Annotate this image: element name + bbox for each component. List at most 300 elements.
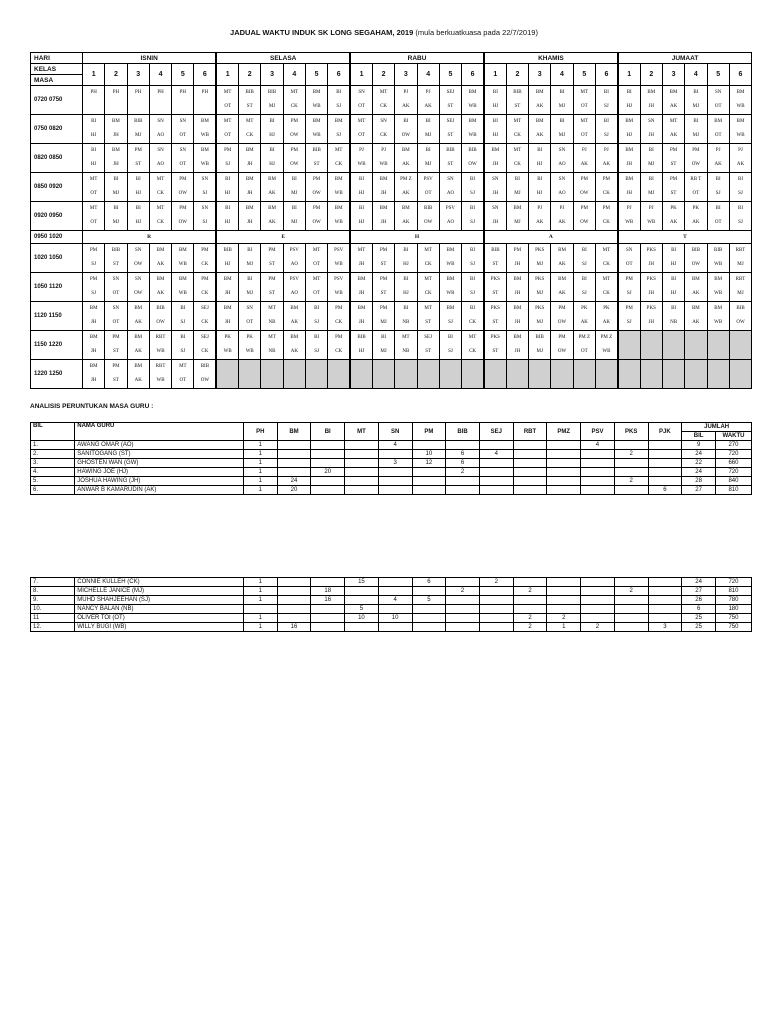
subject-code: PM bbox=[268, 277, 276, 282]
timetable-cell bbox=[328, 115, 350, 144]
timetable-cell bbox=[105, 173, 127, 202]
teacher-code: OT bbox=[580, 349, 588, 354]
teacher-code: OT bbox=[224, 133, 232, 138]
period-header: 3 bbox=[395, 64, 417, 86]
teacher-code: CK bbox=[201, 262, 209, 267]
teacher-code: OT bbox=[580, 104, 588, 109]
timetable-cell bbox=[618, 144, 640, 173]
teacher-code: HJ bbox=[626, 104, 632, 109]
timetable-cell bbox=[595, 115, 617, 144]
timetable-cell bbox=[506, 202, 528, 231]
timetable-cell bbox=[595, 244, 617, 273]
teacher-code: AK bbox=[692, 220, 700, 225]
timetable-cell bbox=[83, 173, 105, 202]
subject-code: PJ bbox=[425, 90, 431, 95]
subject-code: BIB bbox=[491, 248, 500, 253]
teacher-code: HJ bbox=[269, 133, 275, 138]
teacher-code: MJ bbox=[737, 291, 744, 296]
header-subject: SEJ bbox=[479, 423, 513, 441]
subject-count bbox=[311, 450, 345, 459]
teacher-code: CK bbox=[513, 162, 521, 167]
teacher-code: SJ bbox=[581, 262, 587, 267]
teacher-code: ST bbox=[425, 320, 432, 325]
subject-code: BI bbox=[403, 248, 409, 253]
subject-count bbox=[547, 459, 581, 468]
teacher-code: CK bbox=[602, 262, 610, 267]
teacher-code: SJ bbox=[448, 320, 453, 325]
timetable-cell bbox=[83, 331, 105, 360]
empty-slot bbox=[350, 360, 372, 389]
subject-code: SN bbox=[201, 177, 209, 182]
teacher-code: OT bbox=[358, 104, 365, 109]
table-row bbox=[31, 441, 752, 450]
subject-code: BI bbox=[492, 90, 498, 95]
teacher-code: JH bbox=[648, 291, 655, 296]
subject-count bbox=[345, 450, 379, 459]
timetable-cell bbox=[350, 144, 372, 173]
subject-count bbox=[277, 441, 311, 450]
subject-count bbox=[547, 468, 581, 477]
subject-count bbox=[378, 587, 412, 596]
subject-count bbox=[614, 459, 648, 468]
subject-count: 1 bbox=[243, 459, 277, 468]
timetable-cell bbox=[595, 273, 617, 302]
timetable-cell bbox=[305, 273, 327, 302]
hari-label: HARI bbox=[31, 53, 83, 64]
timetable-cell bbox=[283, 144, 305, 173]
timetable-cell bbox=[105, 202, 127, 231]
timetable-cell bbox=[439, 331, 461, 360]
teacher-code: OW bbox=[200, 378, 210, 383]
subject-code: BM bbox=[625, 119, 634, 124]
timetable-cell bbox=[261, 115, 283, 144]
subject-code: SEJ bbox=[200, 306, 209, 311]
subject-code: SN bbox=[558, 177, 566, 182]
subject-code: PM bbox=[513, 248, 522, 253]
subject-code: MT bbox=[223, 90, 232, 95]
empty-slot bbox=[239, 360, 261, 389]
subject-code: BM bbox=[446, 306, 455, 311]
total-bil: 27 bbox=[682, 486, 716, 495]
subject-code: BI bbox=[559, 119, 565, 124]
subject-code: BI bbox=[403, 306, 409, 311]
timetable-cell bbox=[194, 173, 216, 202]
timetable-cell bbox=[484, 244, 506, 273]
subject-count bbox=[547, 605, 581, 614]
subject-code: BI bbox=[91, 119, 97, 124]
subject-code: PM bbox=[558, 306, 566, 311]
teacher-name: ANWAR B KAMARUDIN (AK) bbox=[75, 486, 244, 495]
timetable-cell bbox=[216, 173, 238, 202]
teacher-code: ST bbox=[670, 191, 677, 196]
timetable-cell bbox=[261, 86, 283, 115]
timetable-cell bbox=[216, 202, 238, 231]
subject-code: SN bbox=[492, 177, 499, 182]
total-bil: 24 bbox=[682, 468, 716, 477]
subject-count bbox=[345, 486, 379, 495]
teacher-code: AK bbox=[402, 220, 410, 225]
teacher-code: ST bbox=[246, 104, 253, 109]
subject-code: PJ bbox=[359, 148, 364, 153]
subject-code: BI bbox=[470, 248, 476, 253]
teacher-code: AK bbox=[134, 320, 142, 325]
subject-code: BM bbox=[290, 306, 299, 311]
subject-count: 4 bbox=[378, 596, 412, 605]
subject-code: PKS bbox=[535, 248, 545, 253]
subject-code: SN bbox=[246, 306, 253, 311]
teacher-code: OT bbox=[112, 320, 120, 325]
empty-slot bbox=[618, 360, 640, 389]
teacher-bil: 10. bbox=[31, 605, 75, 614]
teacher-bil: 6. bbox=[31, 486, 75, 495]
teacher-code: WB bbox=[312, 133, 321, 138]
subject-code: BM bbox=[312, 119, 321, 124]
subject-code: BI bbox=[537, 177, 543, 182]
period-header: 5 bbox=[172, 64, 194, 86]
subject-code: BI bbox=[470, 306, 476, 311]
period-header: 5 bbox=[305, 64, 327, 86]
table-row bbox=[31, 450, 752, 459]
subject-code: BM bbox=[223, 277, 232, 282]
timetable-cell bbox=[685, 115, 707, 144]
subject-count: 4 bbox=[479, 450, 513, 459]
teacher-code: OW bbox=[178, 220, 187, 225]
day-header-selasa: SELASA bbox=[216, 53, 350, 64]
empty-slot bbox=[305, 360, 327, 389]
page-title bbox=[0, 28, 768, 37]
subject-code: BI bbox=[269, 148, 275, 153]
subject-code: BIB bbox=[691, 248, 701, 253]
day-header-jumaat: JUMAAT bbox=[618, 53, 752, 64]
timetable-cell bbox=[729, 115, 751, 144]
subject-count bbox=[547, 477, 581, 486]
teacher-code: ST bbox=[514, 104, 521, 109]
subject-code: RBT bbox=[735, 248, 746, 253]
teacher-code: MJ bbox=[135, 133, 142, 138]
subject-count: 10 bbox=[378, 614, 412, 623]
subject-code: BI bbox=[91, 148, 97, 153]
subject-code: BI bbox=[359, 177, 365, 182]
timetable-cell bbox=[640, 273, 662, 302]
subject-count bbox=[513, 477, 547, 486]
teacher-code: SJ bbox=[470, 220, 475, 225]
teacher-code: HJ bbox=[492, 133, 499, 138]
total-waktu: 810 bbox=[715, 587, 751, 596]
subject-count bbox=[581, 459, 615, 468]
teacher-code: MJ bbox=[112, 220, 120, 225]
teacher-code: WB bbox=[736, 104, 745, 109]
teacher-code: ST bbox=[313, 162, 320, 167]
period-header: 1 bbox=[618, 64, 640, 86]
subject-code: BI bbox=[492, 119, 498, 124]
teacher-code: OW bbox=[312, 220, 321, 225]
timetable-cell bbox=[172, 115, 194, 144]
teacher-code: HJ bbox=[536, 162, 543, 167]
subject-count bbox=[648, 605, 682, 614]
teacher-code: OW bbox=[557, 349, 567, 354]
timetable-cell bbox=[172, 144, 194, 173]
subject-code: BI bbox=[225, 177, 231, 182]
teacher-code: SJ bbox=[581, 291, 587, 296]
subject-code: BM bbox=[89, 335, 98, 340]
subject-code: PKS bbox=[490, 277, 500, 282]
teacher-code: CK bbox=[469, 349, 477, 354]
teacher-code: JH bbox=[514, 291, 521, 296]
subject-code: BIB bbox=[200, 364, 210, 369]
timetable-cell bbox=[172, 331, 194, 360]
subject-code: BI bbox=[113, 177, 119, 182]
timetable-cell bbox=[662, 144, 684, 173]
period-header: 3 bbox=[261, 64, 283, 86]
teacher-code: OW bbox=[156, 320, 165, 325]
period-header: 2 bbox=[506, 64, 528, 86]
timetable-cell bbox=[194, 273, 216, 302]
timetable-cell bbox=[439, 244, 461, 273]
timetable-cell bbox=[372, 302, 394, 331]
teacher-code: AK bbox=[536, 133, 544, 138]
timetable-cell bbox=[729, 202, 751, 231]
timetable-cell bbox=[551, 244, 573, 273]
teacher-code: JH bbox=[90, 378, 97, 383]
teacher-code: AK bbox=[156, 291, 165, 296]
subject-code: MT bbox=[179, 364, 187, 369]
header-subject: PKS bbox=[614, 423, 648, 441]
subject-code: SN bbox=[447, 177, 454, 182]
timetable-cell bbox=[305, 173, 327, 202]
teacher-code: JH bbox=[380, 220, 387, 225]
teacher-code: MJ bbox=[380, 349, 387, 354]
timetable-cell bbox=[551, 144, 573, 173]
subject-code: PM bbox=[580, 177, 588, 182]
subject-code: PH bbox=[112, 90, 120, 95]
header-bil: BIL bbox=[31, 423, 75, 441]
teacher-code: SJ bbox=[336, 133, 342, 138]
teacher-name: MICHELLE JANICE (MJ) bbox=[75, 587, 244, 596]
subject-code: BIB bbox=[513, 90, 522, 95]
subject-count bbox=[513, 596, 547, 605]
timetable-cell bbox=[372, 244, 394, 273]
timetable-cell bbox=[172, 273, 194, 302]
teacher-code: JH bbox=[648, 320, 655, 325]
subject-count bbox=[311, 578, 345, 587]
teacher-code: OW bbox=[468, 162, 477, 167]
subject-count bbox=[648, 441, 682, 450]
teacher-code: MJ bbox=[558, 104, 566, 109]
timetable-cell bbox=[484, 115, 506, 144]
timetable-cell bbox=[261, 331, 283, 360]
teacher-code: SJ bbox=[470, 191, 475, 196]
teacher-code: AK bbox=[134, 378, 142, 383]
total-waktu: 720 bbox=[715, 578, 751, 587]
time-slot: 0720 0750 bbox=[31, 86, 83, 115]
subject-count bbox=[614, 441, 648, 450]
timetable-cell bbox=[618, 244, 640, 273]
timetable-cell bbox=[484, 173, 506, 202]
subject-code: BI bbox=[336, 90, 342, 95]
teacher-code: ST bbox=[269, 291, 275, 296]
table-row bbox=[31, 596, 752, 605]
subject-code: BI bbox=[291, 177, 297, 182]
subject-count: 2 bbox=[614, 587, 648, 596]
subject-code: SN bbox=[135, 277, 142, 282]
subject-code: PJ bbox=[537, 206, 543, 211]
timetable-cell bbox=[439, 173, 461, 202]
subject-code: PM bbox=[134, 148, 142, 153]
timetable-cell bbox=[194, 115, 216, 144]
timetable-cell bbox=[328, 173, 350, 202]
subject-count bbox=[479, 587, 513, 596]
empty-slot bbox=[261, 360, 283, 389]
timetable-cell bbox=[194, 302, 216, 331]
timetable-cell bbox=[83, 273, 105, 302]
timetable-cell bbox=[305, 86, 327, 115]
subject-code: MT bbox=[268, 335, 276, 340]
subject-code: BI bbox=[403, 277, 409, 282]
subject-count bbox=[311, 441, 345, 450]
timetable-cell bbox=[172, 360, 194, 389]
teacher-code: CK bbox=[157, 220, 165, 225]
subject-count: 1 bbox=[243, 623, 277, 632]
timetable-cell bbox=[484, 202, 506, 231]
timetable-cell bbox=[216, 115, 238, 144]
teacher-code: AK bbox=[536, 220, 544, 225]
subject-code: PSV bbox=[423, 177, 433, 182]
timetable-cell bbox=[172, 302, 194, 331]
timetable-cell bbox=[350, 173, 372, 202]
period-header: 2 bbox=[239, 64, 261, 86]
subject-code: MT bbox=[357, 248, 366, 253]
timetable-cell bbox=[350, 273, 372, 302]
timetable-cell bbox=[573, 244, 595, 273]
timetable-cell bbox=[350, 86, 372, 115]
teacher-code: AK bbox=[558, 291, 566, 296]
teacher-code: AO bbox=[446, 220, 455, 225]
teacher-code: WB bbox=[334, 191, 343, 196]
subject-code: BIB bbox=[357, 335, 366, 340]
teacher-code: WB bbox=[245, 349, 254, 354]
timetable-cell bbox=[595, 144, 617, 173]
subject-code: PH bbox=[201, 90, 209, 95]
table-row bbox=[31, 587, 752, 596]
subject-code: BIB bbox=[245, 90, 254, 95]
timetable-cell bbox=[83, 115, 105, 144]
subject-code: BM bbox=[401, 206, 410, 211]
teacher-code: HJ bbox=[536, 191, 543, 196]
teacher-code: NB bbox=[268, 349, 276, 354]
timetable-cell bbox=[149, 331, 171, 360]
subject-code: PK bbox=[246, 335, 253, 340]
timetable-cell bbox=[462, 302, 484, 331]
teacher-code: CK bbox=[469, 320, 477, 325]
subject-count bbox=[378, 450, 412, 459]
subject-code: BI bbox=[537, 148, 543, 153]
empty-slot bbox=[662, 360, 684, 389]
header-subject: SN bbox=[378, 423, 412, 441]
teacher-code: JH bbox=[380, 191, 387, 196]
subject-code: SN bbox=[112, 277, 120, 282]
teacher-code: MJ bbox=[558, 133, 566, 138]
subject-code: BM bbox=[714, 306, 723, 311]
teacher-code: WB bbox=[714, 262, 723, 267]
subject-code: PM bbox=[90, 248, 98, 253]
timetable-cell bbox=[395, 86, 417, 115]
subject-code: BM bbox=[714, 119, 723, 124]
subject-code: SN bbox=[201, 206, 209, 211]
teacher-code: MJ bbox=[536, 320, 543, 325]
subject-count: 6 bbox=[648, 486, 682, 495]
teacher-code: NB bbox=[402, 349, 410, 354]
subject-code: BM bbox=[446, 277, 455, 282]
timetable-cell bbox=[261, 202, 283, 231]
subject-code: BM bbox=[268, 206, 276, 211]
analysis-heading: ANALISIS PERUNTUKAN MASA GURU : bbox=[30, 403, 154, 410]
timetable-cell bbox=[640, 115, 662, 144]
subject-count: 1 bbox=[243, 441, 277, 450]
subject-count bbox=[412, 605, 446, 614]
teacher-code bbox=[83, 100, 104, 114]
subject-count bbox=[479, 468, 513, 477]
timetable-cell bbox=[283, 244, 305, 273]
period-header: 4 bbox=[685, 64, 707, 86]
subject-code: SN bbox=[179, 148, 187, 153]
teacher-code: NB bbox=[670, 320, 678, 325]
subject-code: MT bbox=[379, 90, 388, 95]
timetable-cell bbox=[239, 273, 261, 302]
subject-code: BM bbox=[178, 277, 187, 282]
timetable-cell bbox=[261, 144, 283, 173]
teacher-code: SJ bbox=[180, 320, 186, 325]
subject-code: BI bbox=[135, 177, 141, 182]
teacher-code: WB bbox=[357, 162, 366, 167]
subject-code: BM bbox=[156, 248, 165, 253]
subject-code: BM bbox=[200, 148, 209, 153]
teacher-code: AK bbox=[268, 191, 276, 196]
subject-code: BM bbox=[156, 277, 165, 282]
teacher-code: CK bbox=[424, 262, 432, 267]
timetable-cell bbox=[595, 331, 617, 360]
teacher-code: OT bbox=[358, 133, 365, 138]
subject-count bbox=[345, 587, 379, 596]
subject-count bbox=[648, 614, 682, 623]
subject-code: BI bbox=[247, 277, 253, 282]
table-row bbox=[31, 459, 752, 468]
subject-code: BM bbox=[558, 277, 566, 282]
subject-count bbox=[446, 605, 480, 614]
subject-code: PM Z bbox=[600, 335, 613, 340]
teacher-code bbox=[128, 100, 149, 114]
subject-count bbox=[547, 587, 581, 596]
subject-code: SN bbox=[157, 148, 164, 153]
subject-count bbox=[648, 459, 682, 468]
subject-code: PKS bbox=[535, 277, 545, 282]
teacher-code bbox=[172, 100, 193, 114]
subject-code: PKS bbox=[646, 277, 656, 282]
subject-code: PJ bbox=[715, 148, 721, 153]
subject-code: BI bbox=[135, 206, 141, 211]
subject-code: BIB bbox=[134, 119, 143, 124]
subject-count bbox=[581, 486, 615, 495]
timetable-cell bbox=[439, 115, 461, 144]
empty-slot bbox=[529, 360, 551, 389]
teacher-code: ST bbox=[447, 162, 454, 167]
period-header: 6 bbox=[595, 64, 617, 86]
timetable-cell bbox=[105, 360, 127, 389]
teacher-name: CONNIE KULLEH (CK) bbox=[75, 578, 244, 587]
subject-count: 15 bbox=[345, 578, 379, 587]
teacher-code: ST bbox=[670, 162, 677, 167]
subject-code: PM bbox=[335, 335, 343, 340]
subject-code: BI bbox=[180, 335, 186, 340]
